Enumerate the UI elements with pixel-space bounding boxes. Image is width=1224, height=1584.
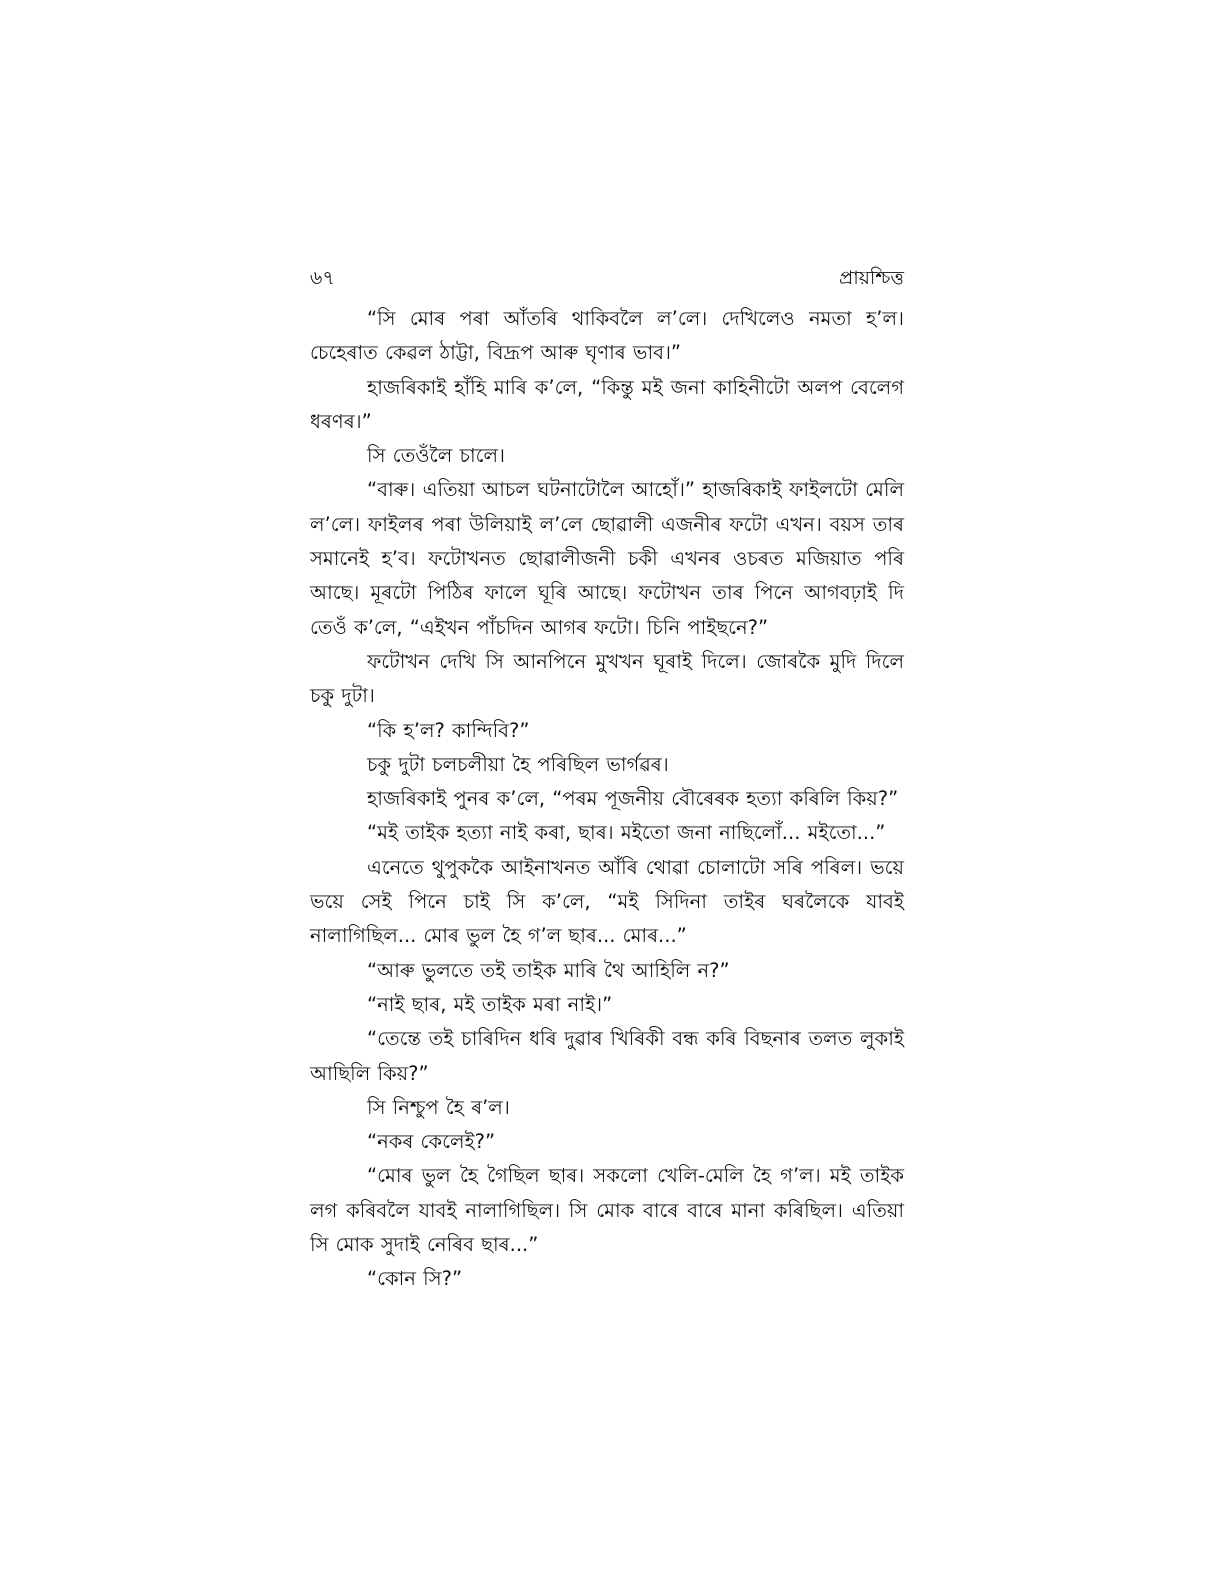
- paragraph: সি তেওঁলৈ চালে।: [367, 444, 505, 468]
- paragraph: ফটোখন দেখি সি আনপিনে মুখখন ঘূৰাই দিলে। জোৰকৈ মুদি দিলে চকু দুটা।: [310, 649, 904, 708]
- running-header: [310, 258, 904, 298]
- body-text: [310, 302, 904, 1297]
- paragraph: “সি মোৰ পৰা আঁতৰি থাকিবলৈ ল’লে। দেখিলেও নমতা হ’ল। চেহেৰাত কেৱল ঠাট্টা, বিদ্ৰূপ আৰু ঘৃণাৰ ভাব।”: [310, 307, 904, 365]
- paragraph: “কোন সি?”: [367, 1267, 463, 1291]
- paragraph: হাজৰিকাই হাঁহি মাৰি ক’লে, “কিন্তু মই জনা কাহিনীটো অলপ বেলেগ ধৰণৰ।”: [310, 375, 904, 433]
- paragraph: চকু দুটা চলচলীয়া হৈ পৰিছিল ভাৰ্গৱৰ।: [367, 752, 669, 776]
- paragraph: সি নিশ্চুপ হৈ ৰ’ল।: [367, 1095, 510, 1119]
- book-page: [310, 258, 904, 1297]
- paragraph: “বাৰু। এতিয়া আচল ঘটনাটোলৈ আহোঁ।” হাজৰিকাই ফাইলটো মেলি ল’লে। ফাইলৰ পৰা উলিয়াই ল’লে ছোৱালী এজনীৰ ফটো এখন। বয়স তাৰ সমানেই হ’ব। ফটোখনত ছোৱালীজনী চকী এখনৰ ওচৰত মজিয়াত পৰি আছে। মূৰটো পিঠিৰ ফালে ঘূৰি আছে। ফটোখন তাৰ পিনে আগবঢ়াই দি তেওঁ ক’লে, “এইখন পাঁচদিন আগৰ ফটো। চিনি পাইছনে?”: [310, 478, 904, 639]
- paragraph: “কি হ’ল? কান্দিবি?”: [367, 718, 530, 742]
- paragraph: “নকৰ কেলেই?”: [367, 1130, 496, 1154]
- paragraph: “তেন্তে তই চাৰিদিন ধৰি দুৱাৰ খিৰিকী বন্ধ কৰি বিছনাৰ তলত লুকাই আছিলি কিয়?”: [310, 1027, 904, 1085]
- paragraph: “নাই ছাৰ, মই তাইক মৰা নাই।”: [367, 992, 613, 1016]
- paragraph: “মোৰ ভুল হৈ গৈছিল ছাৰ। সকলো খেলি-মেলি হৈ গ’ল। মই তাইক লগ কৰিবলৈ যাবই নালাগিছিল। সি মোক বাৰে বাৰে মানা কৰিছিল। এতিয়া সি মোক সুদাই নেৰিব ছাৰ...”: [310, 1164, 904, 1257]
- paragraph: এনেতে থুপুককৈ আইনাখনত আঁৰি থোৱা চোলাটো সৰি পৰিল। ভয়ে ভয়ে সেই পিনে চাই সি ক’লে, “মই সিদিনা তাইৰ ঘৰলৈকে যাবই নালাগিছিল... মোৰ ভুল হৈ গ’ল ছাৰ... মোৰ...”: [310, 855, 904, 948]
- page-number: ৬৭: [310, 267, 335, 289]
- running-title: প্ৰায়শ্চিত্ত: [839, 267, 904, 289]
- paragraph: “আৰু ভুলতে তই তাইক মাৰি থৈ আহিলি ন?”: [367, 958, 730, 982]
- paragraph: “মই তাইক হত্যা নাই কৰা, ছাৰ। মইতো জনা নাছিলোঁ... মইতো...”: [367, 821, 886, 845]
- paragraph: হাজৰিকাই পুনৰ ক’লে, “পৰম পূজনীয় বৌৰেৰক হত্যা কৰিলি কিয়?”: [367, 787, 899, 811]
